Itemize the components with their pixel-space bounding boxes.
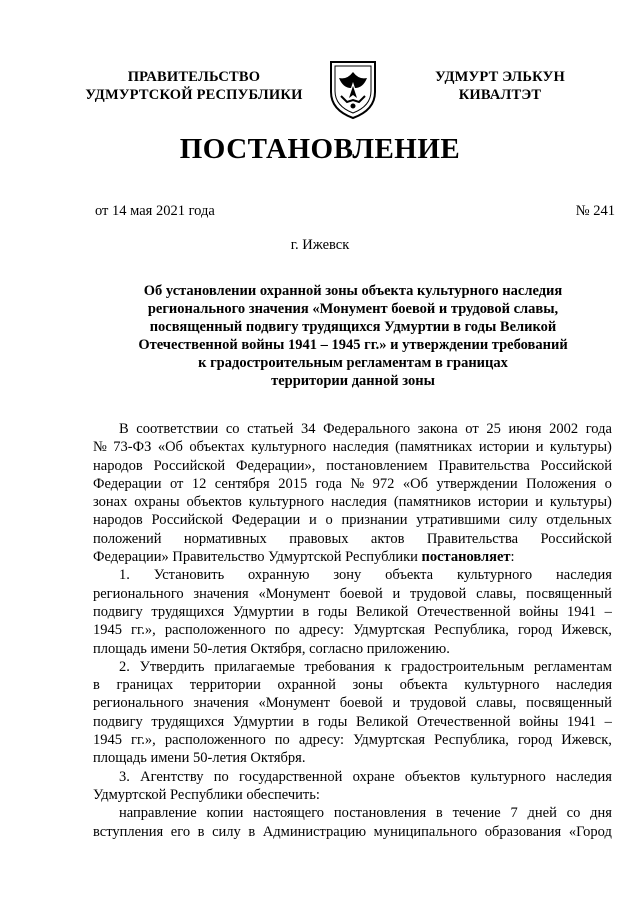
body-word: : [510, 549, 515, 566]
body-word: Удмуртской [268, 549, 346, 566]
body-word: культурного [251, 439, 327, 456]
body-word: Положения [526, 475, 597, 492]
body-word: Удмуртии [232, 713, 294, 730]
body-word: отдельных [546, 512, 612, 529]
body-word: подвигу [93, 713, 143, 730]
body-word: Удмуртская [353, 732, 426, 749]
body-word: по [274, 622, 290, 639]
document-city: г. Ижевск [290, 237, 350, 253]
header-right [400, 68, 600, 104]
body-word: его [170, 823, 191, 840]
body-word: народов [93, 512, 143, 529]
body-word: № [93, 439, 107, 456]
body-word: 25 [486, 421, 501, 437]
body-word: государственной [239, 768, 343, 785]
body-word: 12 [191, 475, 207, 492]
body-word: посвященный [526, 585, 612, 602]
body-word: зону [333, 567, 362, 584]
body-word: Удмуртской [93, 786, 170, 803]
body-word: актов [370, 530, 405, 547]
body-line [93, 731, 612, 749]
body-word: 50-летия [193, 750, 251, 767]
body-word: Октября. [250, 750, 306, 767]
header-left-line1: ПРАВИТЕЛЬСТВО [127, 69, 261, 85]
body-word: о [325, 512, 333, 529]
body-word: по [274, 732, 290, 749]
body-word: Великой [356, 603, 409, 620]
body-word: охранную [248, 567, 310, 584]
body-word: Октября, [250, 640, 310, 657]
body-word: и [535, 439, 544, 456]
body-line [93, 420, 612, 438]
body-word: культурного [456, 567, 533, 584]
body-word: объектах [189, 439, 245, 456]
body-word: Удмуртская [353, 622, 426, 639]
body-word: 50-летия [193, 640, 251, 657]
body-word: В [119, 421, 129, 437]
body-word: в [197, 823, 205, 840]
body-word: истории [477, 494, 529, 511]
body-word: муниципального [373, 823, 478, 840]
body-word: гг.», [131, 622, 156, 639]
document-date: от 14 мая 2021 года [95, 203, 215, 219]
body-word: войны [519, 603, 559, 620]
body-word: согласно [309, 640, 367, 657]
body-word: объекта [385, 567, 434, 584]
body-word: 2. [119, 658, 130, 675]
body-word: и [535, 494, 543, 511]
body-word: культурного [248, 494, 325, 511]
body-word: № [350, 475, 365, 492]
body-line [93, 676, 612, 694]
body-word: город [517, 732, 553, 749]
body-word: со [566, 805, 581, 822]
body-word: охраны [134, 494, 180, 511]
body-word: Федерации», [236, 457, 316, 474]
body-word: Российской [153, 457, 226, 474]
subject-line: Об установлении охранной зоны объекта культурного наследия [143, 283, 563, 299]
body-word: признании [341, 512, 408, 529]
body-word: Правительство [172, 549, 269, 566]
body-word: утратившими [416, 512, 501, 529]
body-word: Федерации [93, 475, 162, 492]
body-word: боевой [339, 585, 383, 602]
body-word: 972 [372, 475, 395, 492]
body-word: регионального [93, 695, 184, 712]
header-right-line1: УДМУРТ ЭЛЬКУН [435, 69, 565, 85]
body-line [93, 768, 612, 786]
body-word: культурного [470, 768, 546, 785]
body-word: течение [452, 805, 501, 822]
body-word: имени [150, 640, 193, 657]
body-word: 34 [300, 421, 316, 437]
body-word: к [384, 658, 392, 675]
body-word: Российской [540, 530, 612, 547]
body-word: в [248, 823, 256, 840]
body-word: Правительства [438, 457, 530, 474]
body-word: Ижевск, [561, 732, 612, 749]
body-line [93, 511, 612, 529]
body-word: зонах [93, 494, 128, 511]
body-word: силу [508, 512, 538, 529]
body-word: истории [478, 439, 530, 456]
body-word: наследия [330, 494, 387, 511]
body-word: значения [193, 695, 249, 712]
body-word: границах [116, 677, 174, 694]
body-word: зоны [352, 677, 383, 694]
body-word: Российской [151, 512, 223, 529]
body-line [93, 603, 612, 621]
body-word: прилагаемые [214, 658, 295, 675]
body-word: охране [352, 768, 395, 785]
body-word: годы [317, 713, 348, 730]
body-word: войны [519, 713, 559, 730]
body-line [93, 566, 612, 584]
body-word: положений [93, 530, 162, 547]
body-word: 2002 [549, 421, 579, 437]
subject-line: территории данной зоны [271, 373, 435, 389]
body-word: в [302, 713, 310, 730]
body-word: 73-ФЗ [113, 439, 152, 456]
body-word: сентября [214, 475, 270, 492]
body-word: градостроительным [401, 658, 525, 675]
body-word: (памятников [393, 494, 471, 511]
body-word: соответствии [136, 421, 219, 437]
body-word: силу [212, 823, 241, 840]
body-line [93, 457, 612, 475]
body-word: Ижевск, [561, 622, 612, 639]
document-number: № 241 [575, 203, 615, 219]
body-word: Федерации [231, 512, 301, 529]
document-body [93, 420, 612, 841]
header-left [78, 68, 310, 104]
body-word: имени [150, 750, 193, 767]
body-word: боевой [339, 695, 383, 712]
body-word: от [465, 421, 479, 437]
body-word: расположенного [164, 732, 266, 749]
body-word: славы, [476, 585, 517, 602]
body-word: Великой [356, 713, 409, 730]
body-word: Республики [170, 786, 247, 803]
body-word: культуры) [549, 494, 612, 511]
body-word: 1945 [93, 732, 122, 749]
body-word: обеспечить: [246, 786, 320, 803]
body-word: (памятниках [395, 439, 473, 456]
body-word: в [93, 677, 100, 694]
body-word: 7 [510, 805, 518, 822]
body-word: Правительства [426, 530, 519, 547]
subject-line: регионального значения «Монумент боевой и трудовой славы, [147, 301, 559, 317]
body-word: культурного [464, 677, 540, 694]
body-word: и [392, 695, 401, 712]
body-word: 3. [119, 768, 130, 785]
body-line [93, 804, 612, 822]
body-word: Отечественной [417, 603, 511, 620]
body-word: постановления [333, 805, 427, 822]
body-line [93, 475, 612, 493]
body-line [93, 694, 612, 712]
body-word: Администрацию [262, 823, 367, 840]
body-word: Удмуртии [232, 603, 294, 620]
body-word: вступления [93, 823, 164, 840]
body-word: и [308, 512, 317, 529]
body-word: гг.», [131, 732, 156, 749]
body-word: трудовой [410, 585, 467, 602]
body-word: Республика, [434, 622, 509, 639]
body-line [93, 658, 612, 676]
body-line [93, 640, 612, 658]
header-right-line2: КИВАЛТЭТ [458, 87, 542, 103]
body-line [93, 530, 612, 548]
body-word: культуры) [549, 439, 612, 456]
body-word: адресу: [298, 732, 345, 749]
body-word: наследия [556, 677, 612, 694]
body-word: подвигу [93, 603, 143, 620]
body-word: требования [304, 658, 375, 675]
body-word: постановлением [326, 457, 428, 474]
body-word: образования [484, 823, 562, 840]
body-word: направление [119, 805, 197, 822]
body-word: «Об [157, 439, 183, 456]
body-word: Утвердить [139, 658, 205, 675]
body-word: июня [508, 421, 542, 437]
body-word: в [435, 805, 443, 822]
subject-line: Отечественной войны 1941 – 1945 гг.» и утверждении требований [138, 337, 568, 353]
document-subject [95, 282, 611, 390]
body-word: статьей [247, 421, 294, 437]
body-word: объектов [186, 494, 242, 511]
body-line [93, 438, 612, 456]
body-word: Агентству [140, 768, 204, 785]
body-word: славы, [476, 695, 517, 712]
body-word: наследия [555, 768, 612, 785]
body-word: регионального [93, 585, 184, 602]
body-word: о [604, 475, 612, 492]
body-word: трудящихся [151, 603, 225, 620]
body-word: и [392, 585, 401, 602]
resolution-keyword: постановляет [421, 549, 511, 566]
body-word: годы [317, 603, 348, 620]
body-word: объекта [399, 677, 448, 694]
body-line [93, 493, 612, 511]
body-word: Федерации» [93, 549, 173, 566]
body-word: «Об [402, 475, 428, 492]
body-word: по [213, 768, 229, 785]
header-left-line2: УДМУРТСКОЙ РЕСПУБЛИКИ [85, 87, 303, 103]
body-word: – [604, 603, 612, 620]
body-line [93, 749, 612, 767]
body-word: наследия [556, 567, 612, 584]
body-line [93, 786, 612, 804]
body-word: «Город [568, 823, 612, 840]
body-word: года [315, 475, 342, 492]
body-word: 1941 [567, 713, 597, 730]
body-word: посвященный [526, 695, 612, 712]
body-word: 1941 [567, 603, 597, 620]
body-word: «Монумент [258, 585, 330, 602]
body-word: Отечественной [417, 713, 511, 730]
body-word: Российской [540, 457, 612, 474]
body-word: Федерального [323, 421, 411, 437]
subject-line: посвященный подвигу трудящихся Удмуртии в годы Великой [149, 319, 557, 335]
body-line [93, 585, 612, 603]
body-word: адресу: [298, 622, 345, 639]
body-word: нормативных [183, 530, 267, 547]
body-word: – [604, 713, 612, 730]
body-word: со [225, 421, 240, 437]
body-word: Республика, [434, 732, 509, 749]
body-word: приложению. [366, 640, 450, 657]
body-word: трудовой [410, 695, 467, 712]
body-word: копии [206, 805, 244, 822]
body-line [93, 713, 612, 731]
body-word: настоящего [253, 805, 325, 822]
body-word: дней [527, 805, 557, 822]
body-word: расположенного [164, 622, 266, 639]
body-word: наследия [332, 439, 389, 456]
body-word: регламентам [533, 658, 612, 675]
body-word: 1945 [93, 622, 122, 639]
body-line [93, 548, 612, 566]
body-word: в [302, 603, 310, 620]
body-word: площадь [93, 640, 151, 657]
body-word: закона [417, 421, 458, 437]
body-word: город [517, 622, 553, 639]
body-word: года [585, 421, 612, 437]
body-word: от [169, 475, 184, 492]
body-word: Установить [153, 567, 225, 584]
body-line [93, 621, 612, 639]
body-word: объектов [404, 768, 461, 785]
body-word: дня [590, 805, 612, 822]
body-word: народов [93, 457, 143, 474]
body-word: правовых [289, 530, 349, 547]
body-word: 2015 [278, 475, 308, 492]
body-word: охранной [277, 677, 336, 694]
coat-of-arms-emblem [327, 58, 379, 120]
body-word: значения [193, 585, 249, 602]
body-word: территории [189, 677, 261, 694]
document-title: ПОСТАНОВЛЕНИЕ [179, 133, 461, 165]
subject-line: к градостроительным регламентам в границах [198, 355, 508, 371]
body-word: «Монумент [258, 695, 330, 712]
body-line [93, 823, 612, 841]
body-word: 1. [119, 567, 130, 584]
body-word: площадь [93, 750, 151, 767]
body-word: трудящихся [151, 713, 225, 730]
body-word: утверждении [436, 475, 518, 492]
body-word: Республики [345, 549, 422, 566]
